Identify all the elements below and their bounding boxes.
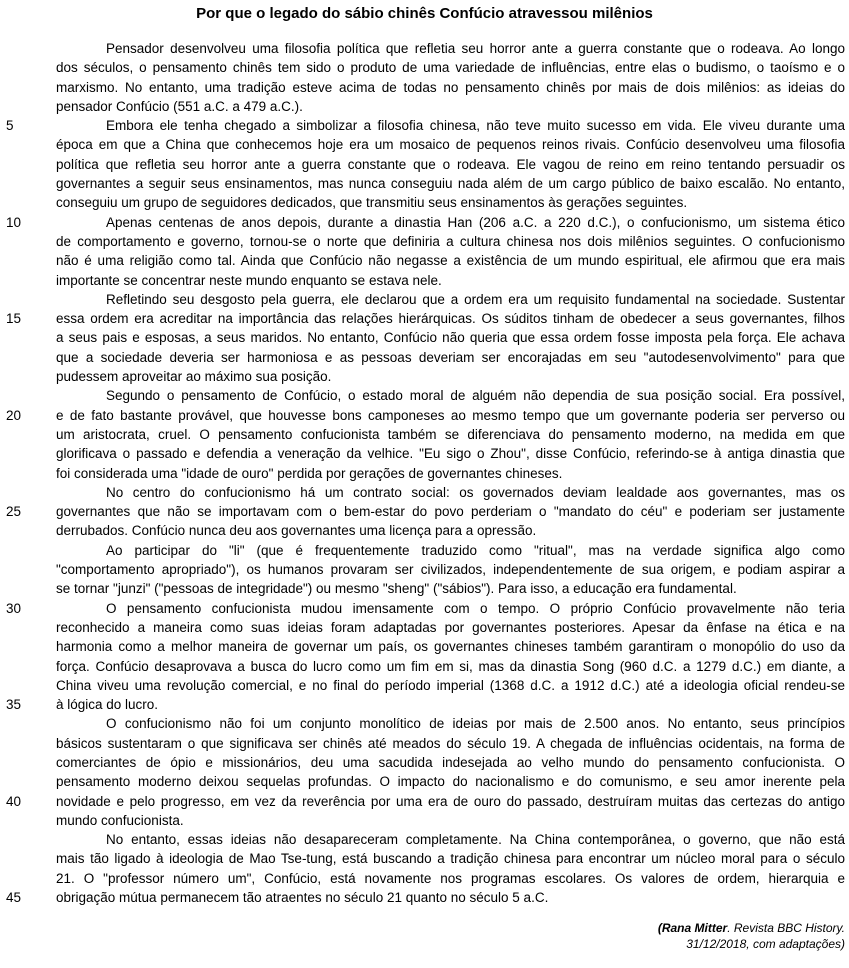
text-line-row: [0, 58, 849, 77]
line-number: [0, 753, 56, 772]
text-line: O pensamento confucionista mudou imensamente com o tempo. O próprio Confúcio provavelmente não teria: [106, 600, 845, 616]
text-line: Refletindo seu desgosto pela guerra, ele declarou que a ordem era um requisito fundamental na sociedade. Sustentar: [106, 291, 845, 307]
text-line-row: [0, 309, 849, 328]
line-number: [0, 367, 56, 386]
text-line-row: [0, 174, 849, 193]
text-line: No centro do confucionismo há um contrato social: os governados deviam lealdade aos governantes, mas os: [106, 484, 845, 500]
line-number: [0, 811, 56, 830]
text-line-row: [0, 135, 849, 154]
text-line-row: [0, 734, 849, 753]
line-number: 5: [6, 118, 14, 134]
text-line-row: [0, 714, 849, 733]
text-line: mais tão ligado à ideologia de Mao Tse-tung, está buscando a tradição chinesa para encontrar um núcleo moral para o século: [56, 851, 845, 867]
text-line-row: [0, 772, 849, 791]
text-line: O confucionismo não foi um conjunto monolítico de ideias por mais de 2.500 anos. No entanto, seus princípios: [106, 716, 845, 732]
line-number: 35: [6, 697, 22, 713]
citation-line-1: [0, 921, 845, 937]
citation: [0, 921, 849, 952]
line-number: [0, 58, 56, 77]
text-line-row: [0, 193, 849, 212]
text-line-row: [0, 444, 849, 463]
text-line-row: [0, 367, 849, 386]
text-line: harmonia como a melhor maneira de governar um país, os governantes chineses também garantiram o monopólio do uso da: [56, 639, 845, 655]
text-line: à lógica do lucro.: [56, 697, 159, 713]
text-line: política que refletia seu horror ante a guerra constante que o rodeava. Ele vagou de reino em reino tentando persuadir os: [56, 156, 845, 172]
line-number: [0, 348, 56, 367]
text-line-row: [0, 579, 849, 598]
text-line: e de fato bastante provável, que houvesse bons camponeses ao mesmo tempo que um governante poderia ser perverso ou: [56, 407, 845, 423]
text-line-row: [0, 348, 849, 367]
line-number: [0, 521, 56, 540]
text-line: foi considerada uma "idade de ouro" perdida por gerações de governantes chineses.: [56, 465, 563, 481]
text-line: Ao participar do "li" (que é frequentemente traduzido como "ritual", mas na verdade significa algo como: [106, 542, 845, 558]
citation-line-2: 31/12/2018, com adaptações): [686, 936, 845, 951]
text-line: a seus pais e esposas, a seus maridos. No entanto, Confúcio não queria que essa ordem fosse imposta pela força. Ele achava: [56, 330, 845, 346]
line-number: 30: [6, 600, 22, 616]
text-line: se tornar "junzi" ("pessoas de integridade") ou mesmo "sheng" ("sábios"). Para isso, a educação era fundamental.: [56, 581, 737, 597]
text-line-row: [0, 849, 849, 868]
text-line-row: [0, 888, 849, 907]
text-line-row: [0, 290, 849, 309]
line-number: [0, 135, 56, 154]
text-line: derrubados. Confúcio nunca deu aos governantes uma licença para a opressão.: [56, 523, 537, 539]
text-line: básicos sustentaram o que significava ser chinês até meados do século 19. A chegada de influências ocidentais, na forma de: [56, 735, 845, 751]
text-line: essa ordem era acreditar na importância das relações hierárquicas. Os súditos tinham de obedecer a seus governantes, filhos: [56, 311, 845, 327]
text-line: glorificava o passado e defendia a veneração da velhice. "Eu sigo o Zhou", disse Confúcio, referindo-se à antiga dinastia que: [56, 446, 845, 462]
line-number: [0, 541, 56, 560]
text-line: de comportamento e governo, tornou-se o norte que definiria a cultura chinesa nos dois milênios seguintes. O confucionismo: [56, 233, 845, 249]
text-line-row: [0, 328, 849, 347]
line-number: [0, 78, 56, 97]
line-number: [0, 734, 56, 753]
text-line: pensamento moderno deixou sequelas profundas. O impacto do nacionalismo e do comunismo, e seu amor inerente pela: [56, 774, 845, 790]
text-line: um aristocrata, cruel. O pensamento confucionista também se diferenciava do pensamento moderno, na medida em que: [56, 426, 845, 442]
text-line-row: [0, 753, 849, 772]
line-number: [0, 271, 56, 290]
text-line: reconhecido a maneira como suas ideias foram adaptadas por governantes posteriores. Apesar da ênfase na ética e na: [56, 619, 845, 635]
text-line: No entanto, essas ideias não desapareceram completamente. Na China contemporânea, o governo, que não está: [106, 832, 845, 848]
line-number: [0, 618, 56, 637]
line-number: [0, 637, 56, 656]
text-line: governantes a seguir seus ensinamentos, mas nunca conseguiu nada além de um cargo público de baixo escalão. No entanto,: [56, 176, 845, 192]
text-line: que a sociedade deveria ser harmoniosa e as pessoas deveriam ser encorajadas em seu "autodesenvolvimento" para que: [56, 349, 845, 365]
text-line: pudessem aproveitar ao máximo sua posição.: [56, 369, 332, 385]
line-number: [0, 560, 56, 579]
text-line-row: [0, 541, 849, 560]
line-number: [0, 290, 56, 309]
text-line: China viveu uma revolução comercial, e no final do período imperial (1368 d.C. a 1912 d.C.) até a ideologia oficial rendeu-se: [56, 677, 845, 693]
line-number: [0, 464, 56, 483]
text-line: época em que a China que conhecemos hoje era um mosaico de pequenos reinos rivais. Confúcio desenvolveu uma filosofia: [56, 137, 845, 153]
text-line-row: [0, 116, 849, 135]
text-line: Pensador desenvolveu uma filosofia política que refletia seu horror ante a guerra constante que o rodeava. Ao longo: [106, 41, 845, 56]
text-line: pensador Confúcio (551 a.C. a 479 a.C.).: [56, 98, 303, 114]
line-number: [0, 444, 56, 463]
text-line-row: [0, 406, 849, 425]
text-line: Embora ele tenha chegado a simbolizar a filosofia chinesa, não teve muito sucesso em vida. Ele viveu durante uma: [106, 118, 845, 134]
text-line-row: [0, 560, 849, 579]
text-line-row: [0, 637, 849, 656]
text-line: obrigação mútua permanecem tão atraentes no século 21 quanto no século 5 a.C.: [56, 890, 549, 906]
text-line-row: [0, 657, 849, 676]
text-line-row: [0, 676, 849, 695]
line-number: [0, 714, 56, 733]
text-line: marxismo. No entanto, uma tradição esteve acima de todas no pensamento chinês por mais de dois milênios: as ideias do: [56, 79, 845, 95]
text-line-row: [0, 869, 849, 888]
citation-source: . Revista BBC History.: [727, 921, 845, 936]
text-line-row: [0, 830, 849, 849]
line-number: [0, 97, 56, 116]
line-number: 40: [6, 793, 22, 809]
text-line: importante se concentrar neste mundo enquanto se estava nele.: [56, 272, 442, 288]
line-number: 10: [6, 214, 22, 230]
text-line-row: [0, 213, 849, 232]
text-line-row: [0, 599, 849, 618]
line-number: [0, 483, 56, 502]
text-line-row: [0, 39, 849, 58]
text-line: "comportamento apropriado"), os humanos provaram ser civilizados, independentemente de sua origem, e podiam aspirar a: [56, 562, 845, 578]
text-line: dos séculos, o pensamento chinês tem sido o produto de uma variedade de influências, entre elas o budismo, o taoísmo e o: [56, 60, 845, 76]
text-line-row: [0, 78, 849, 97]
line-number: [0, 193, 56, 212]
text-line-row: [0, 521, 849, 540]
line-number: 45: [6, 890, 22, 906]
text-line-row: [0, 502, 849, 521]
line-number: [0, 425, 56, 444]
text-line: governantes que não se importavam com o bem-estar do povo perderiam o "mandato do céu" e poderiam ser justamente: [56, 504, 845, 520]
text-line: 21. O "professor número um", Confúcio, está novamente nos programas escolares. Os valores de ordem, hierarquia e: [56, 870, 845, 886]
line-number: 20: [6, 407, 22, 423]
line-number: [0, 579, 56, 598]
line-number: [0, 849, 56, 868]
line-number: [0, 232, 56, 251]
text-line: comerciantes de ópio e missionários, deu uma sacudida indesejada ao velho mundo do pensamento confucionista. O: [56, 754, 845, 770]
citation-author: (Rana Mitter: [657, 921, 728, 936]
line-number: [0, 657, 56, 676]
text-line: novidade e pelo progresso, em vez da reverência por uma era de ouro do passado, destruíram muitas das certezas do antigo: [56, 793, 845, 809]
text-line-row: [0, 271, 849, 290]
text-line-row: [0, 155, 849, 174]
text-line: força. Confúcio desaprovava a busca do lucro como um fim em si, mas da dinastia Song (960 d.C. a 1279 d.C.) em diante, a: [56, 658, 845, 674]
line-number: [0, 155, 56, 174]
text-line-row: [0, 386, 849, 405]
text-line-row: [0, 97, 849, 116]
text-line: não é uma religião como tal. Ainda que Confúcio não negasse a existência de um mundo espiritual, ele afirmou que era mais: [56, 253, 845, 269]
text-line: conseguiu um grupo de seguidores dedicados, que transmitiu seus ensinamentos às gerações seguintes.: [56, 195, 688, 211]
text-line-row: [0, 464, 849, 483]
text-line-row: [0, 232, 849, 251]
text-line-row: [0, 811, 849, 830]
line-number: [0, 39, 56, 58]
text-line-row: [0, 695, 849, 714]
text-line: mundo confucionista.: [56, 812, 184, 828]
document-title: Por que o legado do sábio chinês Confúcio atravessou milênios: [196, 5, 653, 22]
line-number: [0, 772, 56, 791]
line-number: [0, 386, 56, 405]
line-number: 25: [6, 504, 22, 520]
text-line: Segundo o pensamento de Confúcio, o estado moral de alguém não dependia de sua posição social. Era possível,: [106, 388, 845, 404]
text-line: Apenas centenas de anos depois, durante a dinastia Han (206 a.C. a 220 d.C.), o confucionismo, um sistema ético: [106, 214, 845, 230]
text-line-row: [0, 425, 849, 444]
line-number: [0, 328, 56, 347]
text-line-row: [0, 483, 849, 502]
line-number: [0, 830, 56, 849]
text-line-row: [0, 251, 849, 270]
text-line-row: [0, 792, 849, 811]
line-number: 15: [6, 311, 22, 327]
line-number: [0, 174, 56, 193]
line-number: [0, 251, 56, 270]
line-number: [0, 676, 56, 695]
line-number: [0, 869, 56, 888]
document-body: [0, 39, 849, 907]
text-line-row: [0, 618, 849, 637]
